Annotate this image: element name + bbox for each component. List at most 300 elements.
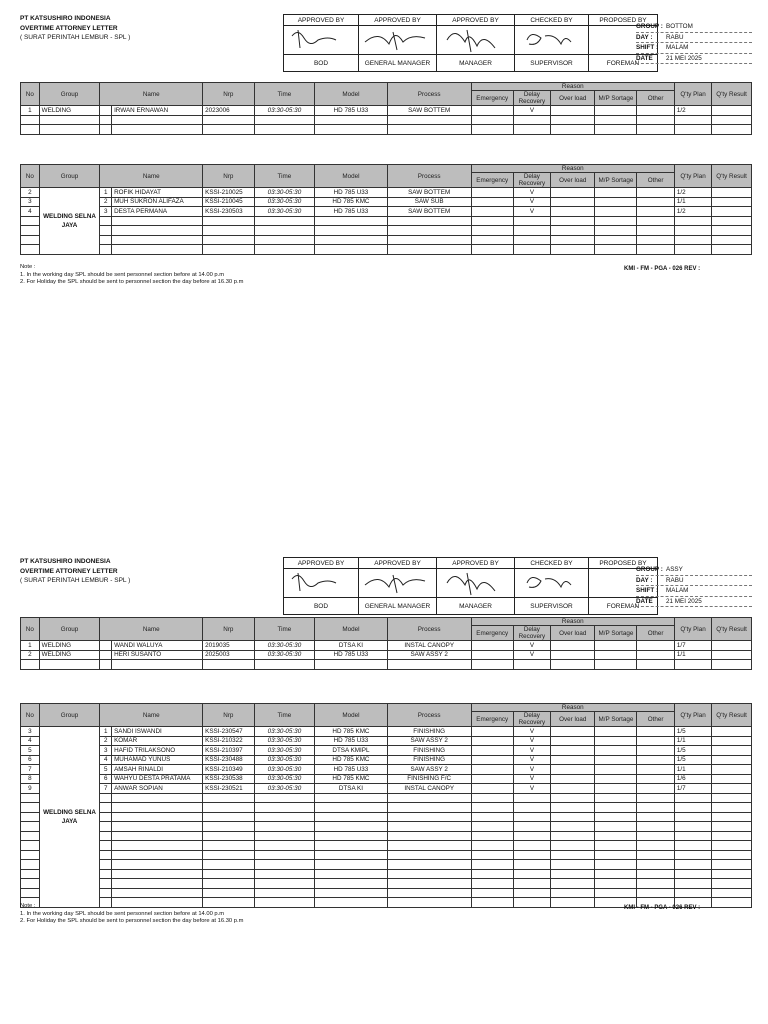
info-shift — [636, 586, 752, 597]
row-emergency — [471, 765, 513, 775]
info-day — [636, 576, 752, 587]
approval-title: CHECKED BY — [515, 558, 589, 569]
row-overload — [551, 765, 595, 775]
info-date — [636, 54, 752, 65]
row-mp-sortage — [595, 106, 637, 116]
row-other — [637, 755, 674, 765]
empty-row — [21, 803, 752, 813]
row-mp-sortage — [595, 755, 637, 765]
col-overload: Over load — [551, 91, 595, 106]
row-qty-result — [712, 188, 752, 198]
row-other — [637, 106, 674, 116]
table-row — [21, 765, 752, 775]
row-overload — [551, 641, 595, 651]
col-name: Name — [100, 704, 203, 727]
row-index: 7 — [100, 784, 112, 794]
row-other — [637, 765, 674, 775]
row-model: HD 785 KMC — [315, 197, 387, 207]
row-mp-sortage — [595, 746, 637, 756]
approval-role: GENERAL MANAGER — [359, 598, 437, 615]
row-overload — [551, 197, 595, 207]
row-other — [637, 207, 674, 217]
row-mp-sortage — [595, 197, 637, 207]
row-other — [637, 188, 674, 198]
table-row — [21, 746, 752, 756]
signature-mark — [284, 569, 358, 597]
info-label: GROUP : — [636, 566, 663, 573]
row-qty-plan: 1/2 — [674, 207, 711, 217]
row-name: ROFIK HIDAYAT — [112, 188, 203, 198]
signature-mark — [515, 569, 588, 597]
row-model: HD 785 KMC — [315, 774, 387, 784]
table-row — [21, 207, 752, 217]
row-delay-recovery: V — [513, 641, 550, 651]
row-process: SAW SUB — [387, 197, 471, 207]
row-overload — [551, 736, 595, 746]
col-qty-result: Q'ty Result — [712, 83, 752, 106]
approval-title: PROPOSED BY — [589, 15, 658, 26]
approval-role: SUPERVISOR — [515, 598, 589, 615]
col-reason: Reason — [471, 618, 674, 626]
row-process: FINISHING — [387, 755, 471, 765]
row-emergency — [471, 207, 513, 217]
approval-role: MANAGER — [437, 55, 515, 72]
note-line-1: 1. In the working day SPL should be sent personnel section before at 14.00 p.m — [20, 271, 225, 278]
row-no: 2 — [21, 650, 40, 660]
col-time: Time — [254, 704, 315, 727]
row-model: HD 785 U33 — [315, 188, 387, 198]
info-value: 21 MEI 2025 — [666, 597, 702, 605]
row-nrp: KSSI-230521 — [203, 784, 254, 794]
table-row — [21, 641, 752, 651]
row-no: 5 — [21, 746, 40, 756]
empty-row — [21, 235, 752, 245]
row-qty-result — [712, 736, 752, 746]
col-delay-recovery: Delay Recovery — [513, 626, 550, 641]
row-model: HD 785 U33 — [315, 650, 387, 660]
empty-row — [21, 869, 752, 879]
row-no: 1 — [21, 641, 40, 651]
row-overload — [551, 746, 595, 756]
row-mp-sortage — [595, 784, 637, 794]
signature-cell — [515, 26, 589, 55]
approval-title: APPROVED BY — [284, 15, 359, 26]
info-value: BOTTOM — [666, 23, 693, 30]
row-mp-sortage — [595, 188, 637, 198]
row-model: DTSA KI — [315, 641, 387, 651]
row-overload — [551, 774, 595, 784]
overtime-table-employees — [20, 82, 752, 135]
row-no: 9 — [21, 784, 40, 794]
info-label: DATE — [636, 597, 653, 605]
info-group — [636, 565, 752, 576]
row-delay-recovery: V — [513, 188, 550, 198]
col-model: Model — [315, 704, 387, 727]
row-no: 4 — [21, 736, 40, 746]
row-delay-recovery: V — [513, 765, 550, 775]
col-name: Name — [100, 165, 203, 188]
row-qty-plan: 1/5 — [674, 727, 711, 737]
row-qty-result — [712, 106, 752, 116]
col-nrp: Nrp — [203, 704, 254, 727]
col-process: Process — [387, 704, 471, 727]
row-delay-recovery: V — [513, 207, 550, 217]
table-header-top — [21, 83, 752, 91]
empty-row — [21, 879, 752, 889]
approval-title: APPROVED BY — [437, 558, 515, 569]
row-overload — [551, 727, 595, 737]
row-delay-recovery: V — [513, 650, 550, 660]
row-process: SAW BOTTEM — [387, 188, 471, 198]
table-header-top — [21, 618, 752, 626]
note-block — [20, 903, 243, 926]
overtime-table-contractors — [20, 164, 752, 255]
row-nrp: KSSI-230503 — [203, 207, 254, 217]
empty-row — [21, 226, 752, 236]
empty-row — [21, 888, 752, 898]
row-time: 03:30-05:30 — [254, 188, 315, 198]
row-name: HERI SUSANTO — [112, 650, 203, 660]
signature-cell — [437, 26, 515, 55]
empty-row — [21, 125, 752, 135]
row-nrp: KSSI-210045 — [203, 197, 254, 207]
info-label: DAY : — [636, 33, 653, 41]
row-no: 4 — [21, 207, 40, 217]
row-other — [637, 197, 674, 207]
row-no: 1 — [21, 106, 40, 116]
row-time: 03:30-05:30 — [254, 727, 315, 737]
row-qty-result — [712, 746, 752, 756]
row-no: 7 — [21, 765, 40, 775]
form-info — [636, 565, 752, 607]
row-qty-result — [712, 765, 752, 775]
row-emergency — [471, 188, 513, 198]
approval-role: MANAGER — [437, 598, 515, 615]
col-qty-result: Q'ty Result — [712, 618, 752, 641]
col-time: Time — [254, 165, 315, 188]
row-qty-plan: 1/6 — [674, 774, 711, 784]
row-other — [637, 746, 674, 756]
col-nrp: Nrp — [203, 165, 254, 188]
row-overload — [551, 207, 595, 217]
form-title: OVERTIME ATTORNEY LETTER — [20, 24, 118, 32]
row-qty-result — [712, 207, 752, 217]
row-qty-plan: 1/7 — [674, 641, 711, 651]
row-time: 03:30-05:30 — [254, 746, 315, 756]
company-name: PT KATSUSHIRO INDONESIA — [20, 558, 111, 565]
form-subtitle: ( SURAT PERINTAH LEMBUR - SPL ) — [20, 34, 131, 41]
row-qty-plan: 1/2 — [674, 188, 711, 198]
info-label: SHIFT : — [636, 587, 659, 594]
signature-cell — [515, 569, 589, 598]
row-model: HD 785 KMC — [315, 755, 387, 765]
col-group: Group — [39, 704, 100, 727]
row-group: WELDING SELNA JAYA — [39, 727, 100, 908]
row-emergency — [471, 755, 513, 765]
approval-title: APPROVED BY — [437, 15, 515, 26]
col-group: Group — [39, 83, 100, 106]
info-group — [636, 22, 752, 33]
row-model: DTSA KI — [315, 784, 387, 794]
col-delay-recovery: Delay Recovery — [513, 91, 550, 106]
row-qty-result — [712, 755, 752, 765]
row-qty-result — [712, 650, 752, 660]
col-qty-result: Q'ty Result — [712, 165, 752, 188]
row-qty-plan: 1/2 — [674, 106, 711, 116]
col-qty-plan: Q'ty Plan — [674, 83, 711, 106]
row-index: 2 — [100, 197, 112, 207]
row-name: WANDI WALUYA — [112, 641, 203, 651]
row-overload — [551, 755, 595, 765]
row-qty-plan: 1/1 — [674, 650, 711, 660]
col-other: Other — [637, 712, 674, 727]
row-qty-plan: 1/5 — [674, 755, 711, 765]
row-qty-plan: 1/1 — [674, 197, 711, 207]
approval-role: SUPERVISOR — [515, 55, 589, 72]
approval-role: BOD — [284, 598, 359, 615]
col-mp-sortage: M/P Sortage — [595, 91, 637, 106]
note-title: Note : — [20, 903, 36, 909]
note-block — [20, 264, 243, 287]
row-process: INSTAL CANOPY — [387, 641, 471, 651]
col-process: Process — [387, 618, 471, 641]
overtime-table-employees — [20, 617, 752, 670]
approval-title: APPROVED BY — [284, 558, 359, 569]
row-nrp: KSSI-230488 — [203, 755, 254, 765]
info-value: 21 MEI 2025 — [666, 54, 702, 62]
approval-block — [283, 557, 658, 615]
info-value: MALAM — [666, 44, 689, 51]
row-index — [100, 106, 112, 116]
row-qty-result — [712, 784, 752, 794]
empty-row — [21, 660, 752, 670]
row-emergency — [471, 197, 513, 207]
row-other — [637, 727, 674, 737]
signature-mark — [515, 26, 588, 54]
row-other — [637, 650, 674, 660]
approval-role: GENERAL MANAGER — [359, 55, 437, 72]
form-code: KMI - FM - PGA - 026 REV : — [624, 905, 701, 911]
table-row — [21, 650, 752, 660]
row-qty-result — [712, 727, 752, 737]
col-no: No — [21, 704, 40, 727]
info-label: DATE — [636, 54, 653, 62]
table-row — [21, 197, 752, 207]
row-model: HD 785 U33 — [315, 106, 387, 116]
row-index: 1 — [100, 727, 112, 737]
row-process: SAW ASSY 2 — [387, 765, 471, 775]
table-header-top — [21, 704, 752, 712]
overtime-form-1 — [20, 14, 752, 285]
row-other — [637, 736, 674, 746]
col-nrp: Nrp — [203, 618, 254, 641]
col-nrp: Nrp — [203, 83, 254, 106]
row-emergency — [471, 106, 513, 116]
table-header-top — [21, 165, 752, 173]
table-row — [21, 784, 752, 794]
row-name: SANDI ISWANDI — [112, 727, 203, 737]
col-emergency: Emergency — [471, 712, 513, 727]
row-mp-sortage — [595, 727, 637, 737]
col-model: Model — [315, 165, 387, 188]
col-group: Group — [39, 618, 100, 641]
col-mp-sortage: M/P Sortage — [595, 712, 637, 727]
empty-row — [21, 216, 752, 226]
info-label: DAY : — [636, 576, 653, 584]
signature-cell — [359, 569, 437, 598]
signature-mark — [437, 569, 514, 597]
info-value: MALAM — [666, 587, 689, 594]
col-other: Other — [637, 91, 674, 106]
row-emergency — [471, 746, 513, 756]
empty-row — [21, 850, 752, 860]
form-subtitle: ( SURAT PERINTAH LEMBUR - SPL ) — [20, 577, 131, 584]
col-mp-sortage: M/P Sortage — [595, 173, 637, 188]
row-emergency — [471, 641, 513, 651]
empty-row — [21, 245, 752, 255]
info-date — [636, 597, 752, 608]
signature-cell — [284, 569, 359, 598]
row-delay-recovery: V — [513, 106, 550, 116]
row-delay-recovery: V — [513, 784, 550, 794]
row-time: 03:30-05:30 — [254, 736, 315, 746]
approval-title: APPROVED BY — [359, 15, 437, 26]
col-delay-recovery: Delay Recovery — [513, 712, 550, 727]
row-name: ANWAR SOPIAN — [112, 784, 203, 794]
col-other: Other — [637, 626, 674, 641]
empty-row — [21, 812, 752, 822]
info-value: RABU — [666, 33, 684, 41]
row-process: FINISHING — [387, 727, 471, 737]
col-emergency: Emergency — [471, 626, 513, 641]
signature-mark — [359, 26, 436, 54]
row-index: 6 — [100, 774, 112, 784]
row-group: WELDING — [39, 106, 100, 116]
approval-role: BOD — [284, 55, 359, 72]
col-model: Model — [315, 83, 387, 106]
col-reason: Reason — [471, 165, 674, 173]
row-no: 3 — [21, 727, 40, 737]
row-process: SAW BOTTEM — [387, 207, 471, 217]
row-time: 03:30-05:30 — [254, 784, 315, 794]
col-no: No — [21, 618, 40, 641]
row-no: 3 — [21, 197, 40, 207]
info-value: ASSY — [666, 566, 683, 573]
row-time: 03:30-05:30 — [254, 106, 315, 116]
row-emergency — [471, 650, 513, 660]
overtime-table-contractors — [20, 703, 752, 908]
row-time: 03:30-05:30 — [254, 755, 315, 765]
row-index: 2 — [100, 736, 112, 746]
row-overload — [551, 650, 595, 660]
approval-role: FOREMAN — [589, 55, 658, 72]
col-other: Other — [637, 173, 674, 188]
row-name: IRWAN ERNAWAN — [112, 106, 203, 116]
row-process: SAW ASSY 2 — [387, 650, 471, 660]
note-line-1: 1. In the working day SPL should be sent personnel section before at 14.00 p.m — [20, 910, 225, 917]
row-nrp: KSSI-210397 — [203, 746, 254, 756]
note-title: Note : — [20, 264, 36, 270]
row-model: HD 785 KMC — [315, 727, 387, 737]
row-process: FINISHING — [387, 746, 471, 756]
row-process: SAW ASSY 2 — [387, 736, 471, 746]
row-delay-recovery: V — [513, 755, 550, 765]
table-row — [21, 774, 752, 784]
row-qty-plan: 1/5 — [674, 746, 711, 756]
approval-title: CHECKED BY — [515, 15, 589, 26]
col-no: No — [21, 165, 40, 188]
row-qty-plan: 1/1 — [674, 736, 711, 746]
form-code: KMI - FM - PGA - 026 REV : — [624, 266, 701, 272]
row-time: 03:30-05:30 — [254, 765, 315, 775]
row-process: FINISHING F/C — [387, 774, 471, 784]
empty-row — [21, 831, 752, 841]
table-row — [21, 755, 752, 765]
row-index: 5 — [100, 765, 112, 775]
col-qty-result: Q'ty Result — [712, 704, 752, 727]
row-delay-recovery: V — [513, 727, 550, 737]
row-index — [100, 641, 112, 651]
col-process: Process — [387, 83, 471, 106]
row-nrp: 2019035 — [203, 641, 254, 651]
row-nrp: 2025003 — [203, 650, 254, 660]
col-process: Process — [387, 165, 471, 188]
info-value: RABU — [666, 576, 684, 584]
row-index: 3 — [100, 207, 112, 217]
form-title: OVERTIME ATTORNEY LETTER — [20, 567, 118, 575]
row-group: WELDING SELNA JAYA — [39, 188, 100, 255]
row-emergency — [471, 736, 513, 746]
row-other — [637, 774, 674, 784]
col-qty-plan: Q'ty Plan — [674, 165, 711, 188]
col-time: Time — [254, 618, 315, 641]
col-no: No — [21, 83, 40, 106]
signature-cell — [284, 26, 359, 55]
row-model: HD 785 U33 — [315, 207, 387, 217]
col-overload: Over load — [551, 712, 595, 727]
row-mp-sortage — [595, 641, 637, 651]
row-index: 3 — [100, 746, 112, 756]
row-qty-plan: 1/1 — [674, 765, 711, 775]
row-name: WAHYU DESTA PRATAMA — [112, 774, 203, 784]
row-qty-result — [712, 774, 752, 784]
approval-role: FOREMAN — [589, 598, 658, 615]
row-nrp: KSSI-210025 — [203, 188, 254, 198]
row-name: MUHAMAD YUNUS — [112, 755, 203, 765]
row-process: INSTAL CANOPY — [387, 784, 471, 794]
row-model: HD 785 U33 — [315, 736, 387, 746]
col-time: Time — [254, 83, 315, 106]
info-day — [636, 33, 752, 44]
approval-title: APPROVED BY — [359, 558, 437, 569]
signature-cell — [437, 569, 515, 598]
row-nrp: KSSI-230547 — [203, 727, 254, 737]
row-qty-result — [712, 641, 752, 651]
col-group: Group — [39, 165, 100, 188]
row-time: 03:30-05:30 — [254, 207, 315, 217]
row-name: DESTA PERMANA — [112, 207, 203, 217]
signature-cell — [359, 26, 437, 55]
row-emergency — [471, 727, 513, 737]
row-name: KOMAR — [112, 736, 203, 746]
row-qty-plan: 1/7 — [674, 784, 711, 794]
row-nrp: 2023006 — [203, 106, 254, 116]
row-emergency — [471, 774, 513, 784]
row-qty-result — [712, 197, 752, 207]
signature-mark — [284, 26, 358, 54]
row-index: 4 — [100, 755, 112, 765]
row-delay-recovery: V — [513, 197, 550, 207]
